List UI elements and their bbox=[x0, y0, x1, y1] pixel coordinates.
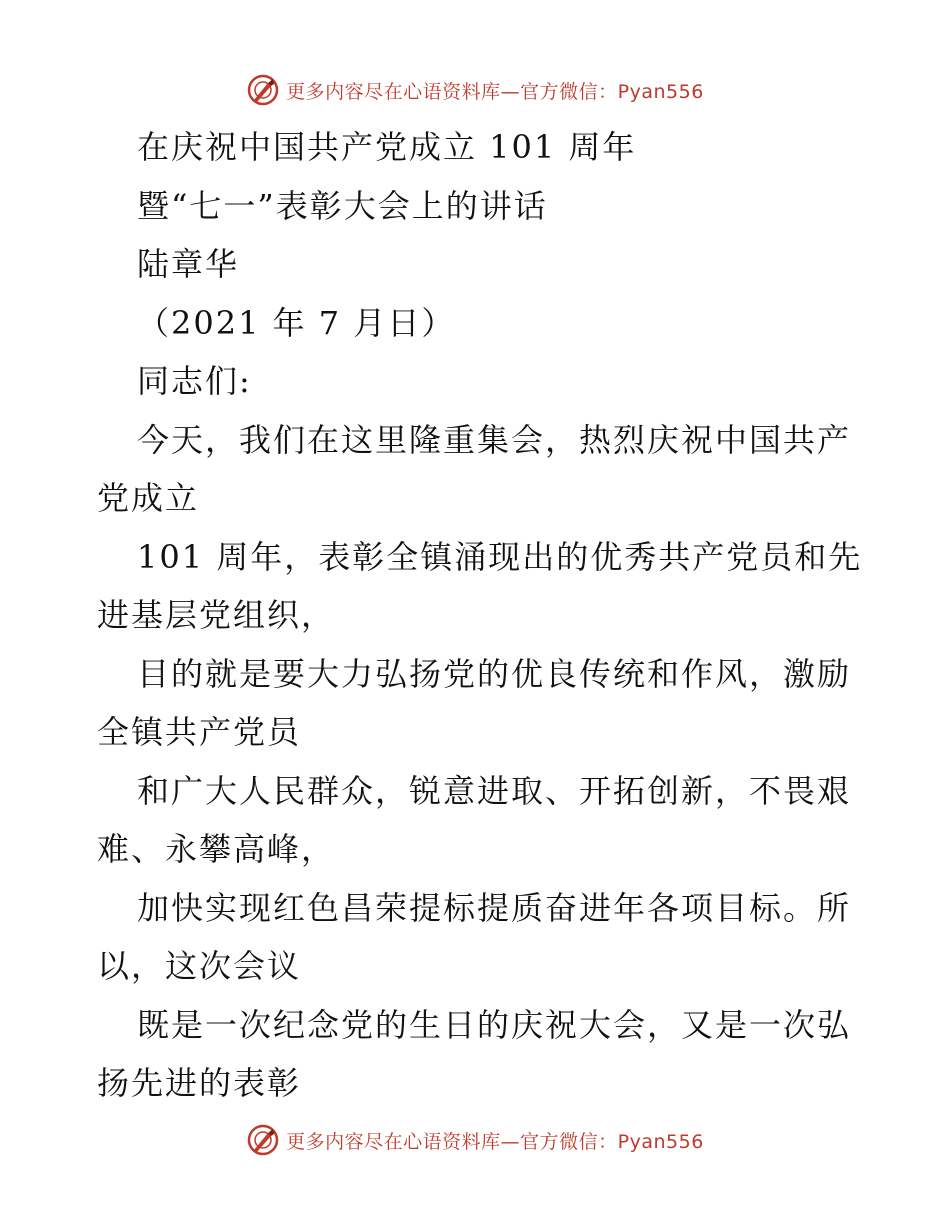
paragraph-line: 和广大人民群众，锐意进取、开拓创新，不畏艰 bbox=[137, 771, 852, 810]
pen-logo-icon bbox=[246, 1123, 280, 1157]
footer-banner bbox=[0, 1120, 950, 1160]
paragraph-line: 目的就是要大力弘扬党的优良传统和作风，激励 bbox=[137, 654, 852, 693]
title-line-1: 在庆祝中国共产党成立 101 周年 bbox=[137, 128, 637, 166]
paragraph-line: 既是一次纪念党的生日的庆祝大会，又是一次弘 bbox=[137, 1005, 852, 1044]
banner-text: 更多内容尽在心语资料库—官方微信：Pyan556 bbox=[286, 1130, 704, 1153]
paragraph-line: 全镇共产党员 bbox=[97, 713, 302, 751]
pen-logo-icon bbox=[246, 73, 280, 107]
title-line-2: 暨“七一”表彰大会上的讲话 bbox=[137, 186, 548, 225]
author-name: 陆章华 bbox=[137, 245, 240, 283]
paragraph-line: 扬先进的表彰 bbox=[97, 1064, 302, 1102]
paragraph-line: 101 周年，表彰全镇涌现出的优秀共产党员和先 bbox=[137, 537, 863, 576]
document-body bbox=[97, 118, 863, 1113]
banner-text: 更多内容尽在心语资料库—官方微信：Pyan556 bbox=[286, 80, 704, 103]
paragraph-line: 加快实现红色昌荣提标提质奋进年各项目标。所 bbox=[137, 888, 852, 927]
header-banner bbox=[0, 70, 950, 110]
date-line: （2021 年 7 月日） bbox=[137, 303, 456, 342]
paragraph-line: 以，这次会议 bbox=[97, 947, 302, 985]
paragraph-line: 党成立 bbox=[97, 479, 200, 517]
paragraph-line: 进基层党组织， bbox=[97, 596, 336, 634]
salutation: 同志们: bbox=[137, 362, 252, 400]
paragraph-line: 今天，我们在这里隆重集会，热烈庆祝中国共产 bbox=[137, 420, 852, 459]
paragraph-line: 难、永攀高峰， bbox=[97, 830, 336, 868]
